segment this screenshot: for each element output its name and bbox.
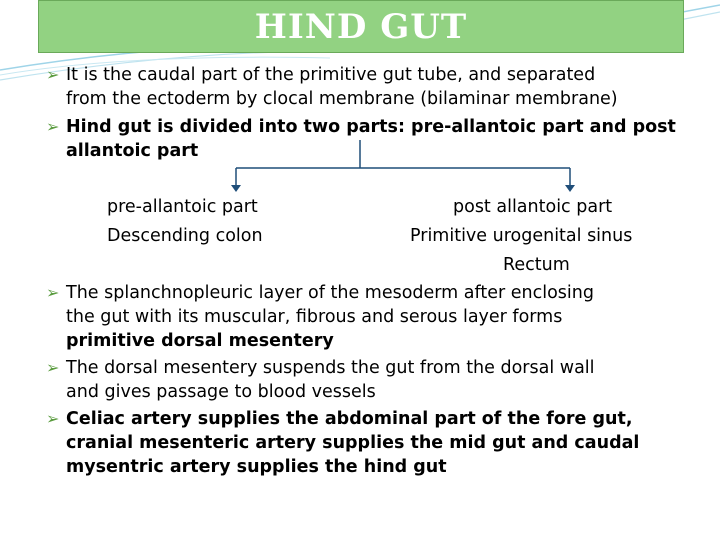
tree-right-arrowhead <box>565 185 575 192</box>
bullet-4-line-1: The dorsal mesentery suspends the gut from the dorsal wall <box>66 358 595 378</box>
post-allantoic-heading: post allantoic part <box>453 197 613 217</box>
arrow-bullet-icon: ➢ <box>46 283 60 302</box>
bullet-5-line-2: cranial mesenteric artery supplies the mid gut and caudal <box>66 433 640 453</box>
arrow-bullet-icon: ➢ <box>46 65 60 84</box>
bullet-3-line-1: The splanchnopleuric layer of the mesoderm after enclosing <box>66 283 594 303</box>
bullet-2-line-2: allantoic part <box>66 141 199 161</box>
bullet-5-line-1: Celiac artery supplies the abdominal part of the fore gut, <box>66 409 633 429</box>
post-allantoic-item-1: Primitive urogenital sinus <box>410 226 633 246</box>
pre-allantoic-item: Descending colon <box>107 226 263 246</box>
bullet-3-line-3: primitive dorsal mesentery <box>66 331 334 351</box>
title-banner <box>38 0 684 53</box>
bullet-1-line-2: from the ectoderm by clocal membrane (bilaminar membrane) <box>66 89 618 109</box>
arrow-bullet-icon: ➢ <box>46 117 60 136</box>
bullet-5-line-3: mysentric artery supplies the hind gut <box>66 457 447 477</box>
bullet-3-line-2: the gut with its muscular, fibrous and serous layer forms <box>66 307 563 327</box>
bullet-1-line-1: It is the caudal part of the primitive gut tube, and separated <box>66 65 596 85</box>
post-allantoic-item-2: Rectum <box>503 255 570 275</box>
bullet-2-line-1: Hind gut is divided into two parts: pre-allantoic part and post <box>66 117 676 137</box>
slide-title: HIND GUT <box>254 6 468 47</box>
arrow-bullet-icon: ➢ <box>46 409 60 428</box>
arrow-bullet-icon: ➢ <box>46 358 60 377</box>
tree-left-arrowhead <box>231 185 241 192</box>
pre-allantoic-heading: pre-allantoic part <box>107 197 258 217</box>
bullet-4-line-2: and gives passage to blood vessels <box>66 382 376 402</box>
